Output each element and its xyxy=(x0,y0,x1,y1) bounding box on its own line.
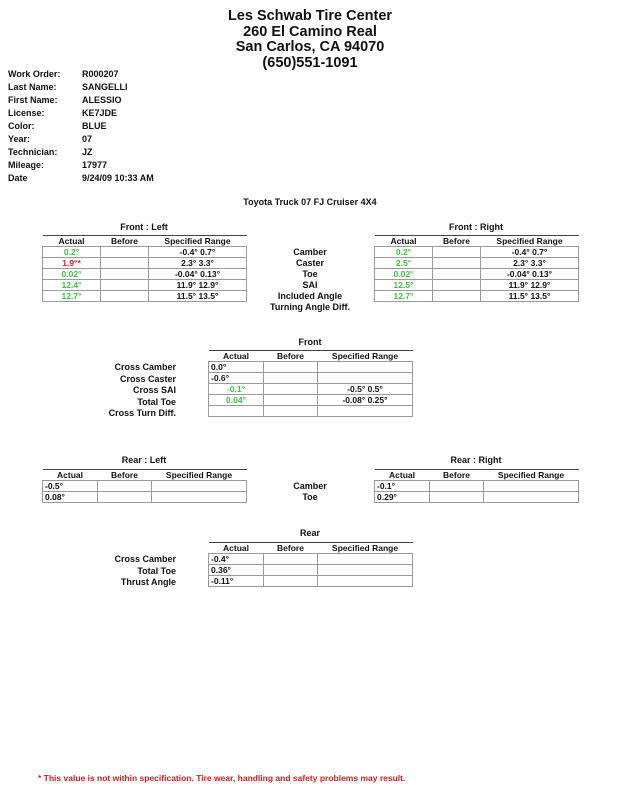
table-header xyxy=(209,351,413,362)
info-row xyxy=(8,159,154,172)
spec-value xyxy=(318,554,413,565)
info-label: Date xyxy=(8,173,28,183)
spec-value xyxy=(152,492,247,503)
spec-value: 11.5° 13.5° xyxy=(481,291,579,302)
rear-left-title: Rear : Left xyxy=(121,455,167,465)
table-row xyxy=(209,395,413,406)
table-row xyxy=(43,247,247,258)
table-row xyxy=(43,269,247,280)
table-header xyxy=(375,236,579,247)
label-rear-total-toe: Total Toe xyxy=(137,565,176,576)
table-row xyxy=(209,565,413,576)
rear-left-table xyxy=(42,469,247,503)
front-title: Front xyxy=(298,337,322,347)
info-row xyxy=(8,94,154,107)
front-wheel-labels xyxy=(246,247,374,313)
before-value xyxy=(101,247,149,258)
info-value: 9/24/09 10:33 AM xyxy=(82,173,154,183)
before-value xyxy=(433,291,481,302)
front-right-table xyxy=(374,235,579,302)
actual-value: 0.08° xyxy=(43,492,98,503)
actual-value xyxy=(209,406,264,417)
before-value xyxy=(430,481,484,492)
table-header xyxy=(43,470,247,481)
label-cross-camber: Cross Camber xyxy=(114,362,176,372)
actual-value: 12.7° xyxy=(43,291,101,302)
info-row xyxy=(8,68,154,81)
info-label: License: xyxy=(8,108,45,118)
col-spec: Specified Range xyxy=(149,236,247,247)
actual-value: 0.29° xyxy=(375,492,430,503)
table-header xyxy=(375,470,579,481)
actual-value: 2.5° xyxy=(375,258,433,269)
rear-right-title: Rear : Right xyxy=(450,455,502,465)
actual-value: -0.6° xyxy=(209,373,264,384)
table-row xyxy=(43,481,247,492)
before-value xyxy=(264,406,318,417)
col-spec: Specified Range xyxy=(481,236,579,247)
before-value xyxy=(101,291,149,302)
table-row xyxy=(375,481,579,492)
actual-value: 0.0° xyxy=(209,362,264,373)
actual-value: -0.4° xyxy=(209,554,264,565)
front-cross-table xyxy=(208,350,413,417)
col-actual: Actual xyxy=(375,470,430,481)
info-label: Technician: xyxy=(8,147,58,157)
shop-phone: (650)551-1091 xyxy=(262,55,358,71)
table-row xyxy=(209,362,413,373)
table-row xyxy=(375,269,579,280)
actual-value: 12.7° xyxy=(375,291,433,302)
col-before: Before xyxy=(264,543,318,554)
info-row xyxy=(8,120,154,133)
info-label: Mileage: xyxy=(8,160,45,170)
table-row xyxy=(43,258,247,269)
info-value: BLUE xyxy=(82,121,107,131)
col-actual: Actual xyxy=(375,236,433,247)
col-actual: Actual xyxy=(209,351,264,362)
label-cross-caster: Cross Caster xyxy=(119,373,176,384)
spec-value: 2.3° 3.3° xyxy=(481,258,579,269)
label-included-angle: Included Angle xyxy=(277,291,343,301)
vehicle-title: Toyota Truck 07 FJ Cruiser 4X4 xyxy=(243,197,377,207)
table-row xyxy=(209,576,413,587)
spec-warning-footer: * This value is not within specification. Tire wear, handling and safety problems may result. xyxy=(38,773,406,783)
spec-value: -0.04° 0.13° xyxy=(149,269,247,280)
col-spec: Specified Range xyxy=(152,470,247,481)
before-value xyxy=(433,258,481,269)
before-value xyxy=(264,384,318,395)
before-value xyxy=(264,565,318,576)
before-value xyxy=(433,247,481,258)
table-row xyxy=(209,384,413,395)
info-row xyxy=(8,172,154,185)
table-header xyxy=(43,236,247,247)
spec-value xyxy=(152,481,247,492)
actual-value: -0.1° xyxy=(375,481,430,492)
actual-value: 0.2° xyxy=(43,247,101,258)
front-cross-labels xyxy=(60,362,176,420)
info-row xyxy=(8,107,154,120)
actual-value: 12.4° xyxy=(43,280,101,291)
col-before: Before xyxy=(430,470,484,481)
spec-value: 2.3° 3.3° xyxy=(149,258,247,269)
actual-value: 0.36° xyxy=(209,565,264,576)
table-row xyxy=(209,373,413,384)
shop-street: 260 El Camino Real xyxy=(243,24,377,40)
rear-wheel-labels xyxy=(246,481,374,503)
before-value xyxy=(98,492,152,503)
work-order-info xyxy=(8,68,154,185)
rear-right-table xyxy=(374,469,579,503)
spec-value xyxy=(318,406,413,417)
col-before: Before xyxy=(264,351,318,362)
label-sai: SAI xyxy=(302,280,318,290)
before-value xyxy=(101,258,149,269)
rear-cross-labels xyxy=(60,554,176,589)
table-row xyxy=(43,492,247,503)
label-cross-turn-diff: Cross Turn Diff. xyxy=(108,408,176,418)
table-row xyxy=(209,554,413,565)
label-rear-toe: Toe xyxy=(302,492,318,502)
before-value xyxy=(101,280,149,291)
before-value xyxy=(433,280,481,291)
spec-value xyxy=(318,373,413,384)
shop-name: Les Schwab Tire Center xyxy=(227,8,393,24)
col-spec: Specified Range xyxy=(318,543,413,554)
info-label: First Name: xyxy=(8,95,58,105)
label-caster: Caster xyxy=(295,258,324,268)
label-total-toe: Total Toe xyxy=(137,396,176,407)
info-label: Color: xyxy=(8,121,35,131)
before-value xyxy=(264,554,318,565)
spec-value xyxy=(318,362,413,373)
actual-value: 0.04° xyxy=(209,395,264,406)
actual-value: -0.1° xyxy=(209,384,264,395)
actual-value: 0.02° xyxy=(43,269,101,280)
info-row xyxy=(8,146,154,159)
col-before: Before xyxy=(98,470,152,481)
actual-value: 1.9°* xyxy=(43,258,101,269)
spec-value: 11.9° 12.9° xyxy=(149,280,247,291)
spec-value: -0.04° 0.13° xyxy=(481,269,579,280)
actual-value: -0.11° xyxy=(209,576,264,587)
table-row xyxy=(375,492,579,503)
rear-cross-table xyxy=(208,542,413,587)
table-row xyxy=(43,280,247,291)
table-row xyxy=(375,280,579,291)
spec-value xyxy=(318,576,413,587)
shop-city: San Carlos, CA 94070 xyxy=(235,39,385,55)
info-row xyxy=(8,81,154,94)
col-before: Before xyxy=(101,236,149,247)
before-value xyxy=(264,373,318,384)
spec-value xyxy=(484,492,579,503)
spec-value xyxy=(484,481,579,492)
info-value: 07 xyxy=(82,134,93,144)
info-value: ALESSIO xyxy=(82,95,122,105)
table-row xyxy=(375,291,579,302)
info-value: R000207 xyxy=(82,69,119,79)
before-value xyxy=(433,269,481,280)
table-row xyxy=(43,291,247,302)
spec-value xyxy=(318,565,413,576)
actual-value: 0.02° xyxy=(375,269,433,280)
before-value xyxy=(264,362,318,373)
label-rear-camber: Camber xyxy=(293,481,327,491)
spec-value: -0.4° 0.7° xyxy=(149,247,247,258)
actual-value: 0.2° xyxy=(375,247,433,258)
col-actual: Actual xyxy=(43,470,98,481)
spec-value: 11.5° 13.5° xyxy=(149,291,247,302)
before-value xyxy=(264,576,318,587)
col-actual: Actual xyxy=(43,236,101,247)
spec-value: -0.5° 0.5° xyxy=(318,384,413,395)
spec-value: 11.9° 12.9° xyxy=(481,280,579,291)
table-row xyxy=(375,247,579,258)
spec-value: -0.4° 0.7° xyxy=(481,247,579,258)
label-camber: Camber xyxy=(293,247,327,257)
info-label: Year: xyxy=(8,134,31,144)
info-value: JZ xyxy=(82,147,93,157)
front-right-title: Front : Right xyxy=(449,222,503,232)
label-toe: Toe xyxy=(302,269,318,279)
info-label: Work Order: xyxy=(8,69,61,79)
col-actual: Actual xyxy=(209,543,264,554)
col-spec: Specified Range xyxy=(484,470,579,481)
info-value: SANGELLI xyxy=(82,82,128,92)
before-value xyxy=(264,395,318,406)
table-header xyxy=(209,543,413,554)
front-left-title: Front : Left xyxy=(120,222,168,232)
label-thrust-angle: Thrust Angle xyxy=(120,577,176,587)
front-left-table xyxy=(42,235,247,302)
actual-value: -0.5° xyxy=(43,481,98,492)
col-spec: Specified Range xyxy=(318,351,413,362)
info-row xyxy=(8,133,154,146)
actual-value: 12.5° xyxy=(375,280,433,291)
info-value: KE7JDE xyxy=(82,108,118,118)
label-turning-angle-diff: Turning Angle Diff. xyxy=(270,302,350,312)
before-value xyxy=(98,481,152,492)
info-label: Last Name: xyxy=(8,82,57,92)
rear-title: Rear xyxy=(299,528,320,538)
col-before: Before xyxy=(433,236,481,247)
label-rear-cross-camber: Cross Camber xyxy=(114,554,176,564)
info-value: 17977 xyxy=(82,160,108,170)
before-value xyxy=(430,492,484,503)
before-value xyxy=(101,269,149,280)
table-row xyxy=(375,258,579,269)
spec-value: -0.08° 0.25° xyxy=(318,395,413,406)
table-row xyxy=(209,406,413,417)
label-cross-sai: Cross SAI xyxy=(132,385,176,395)
